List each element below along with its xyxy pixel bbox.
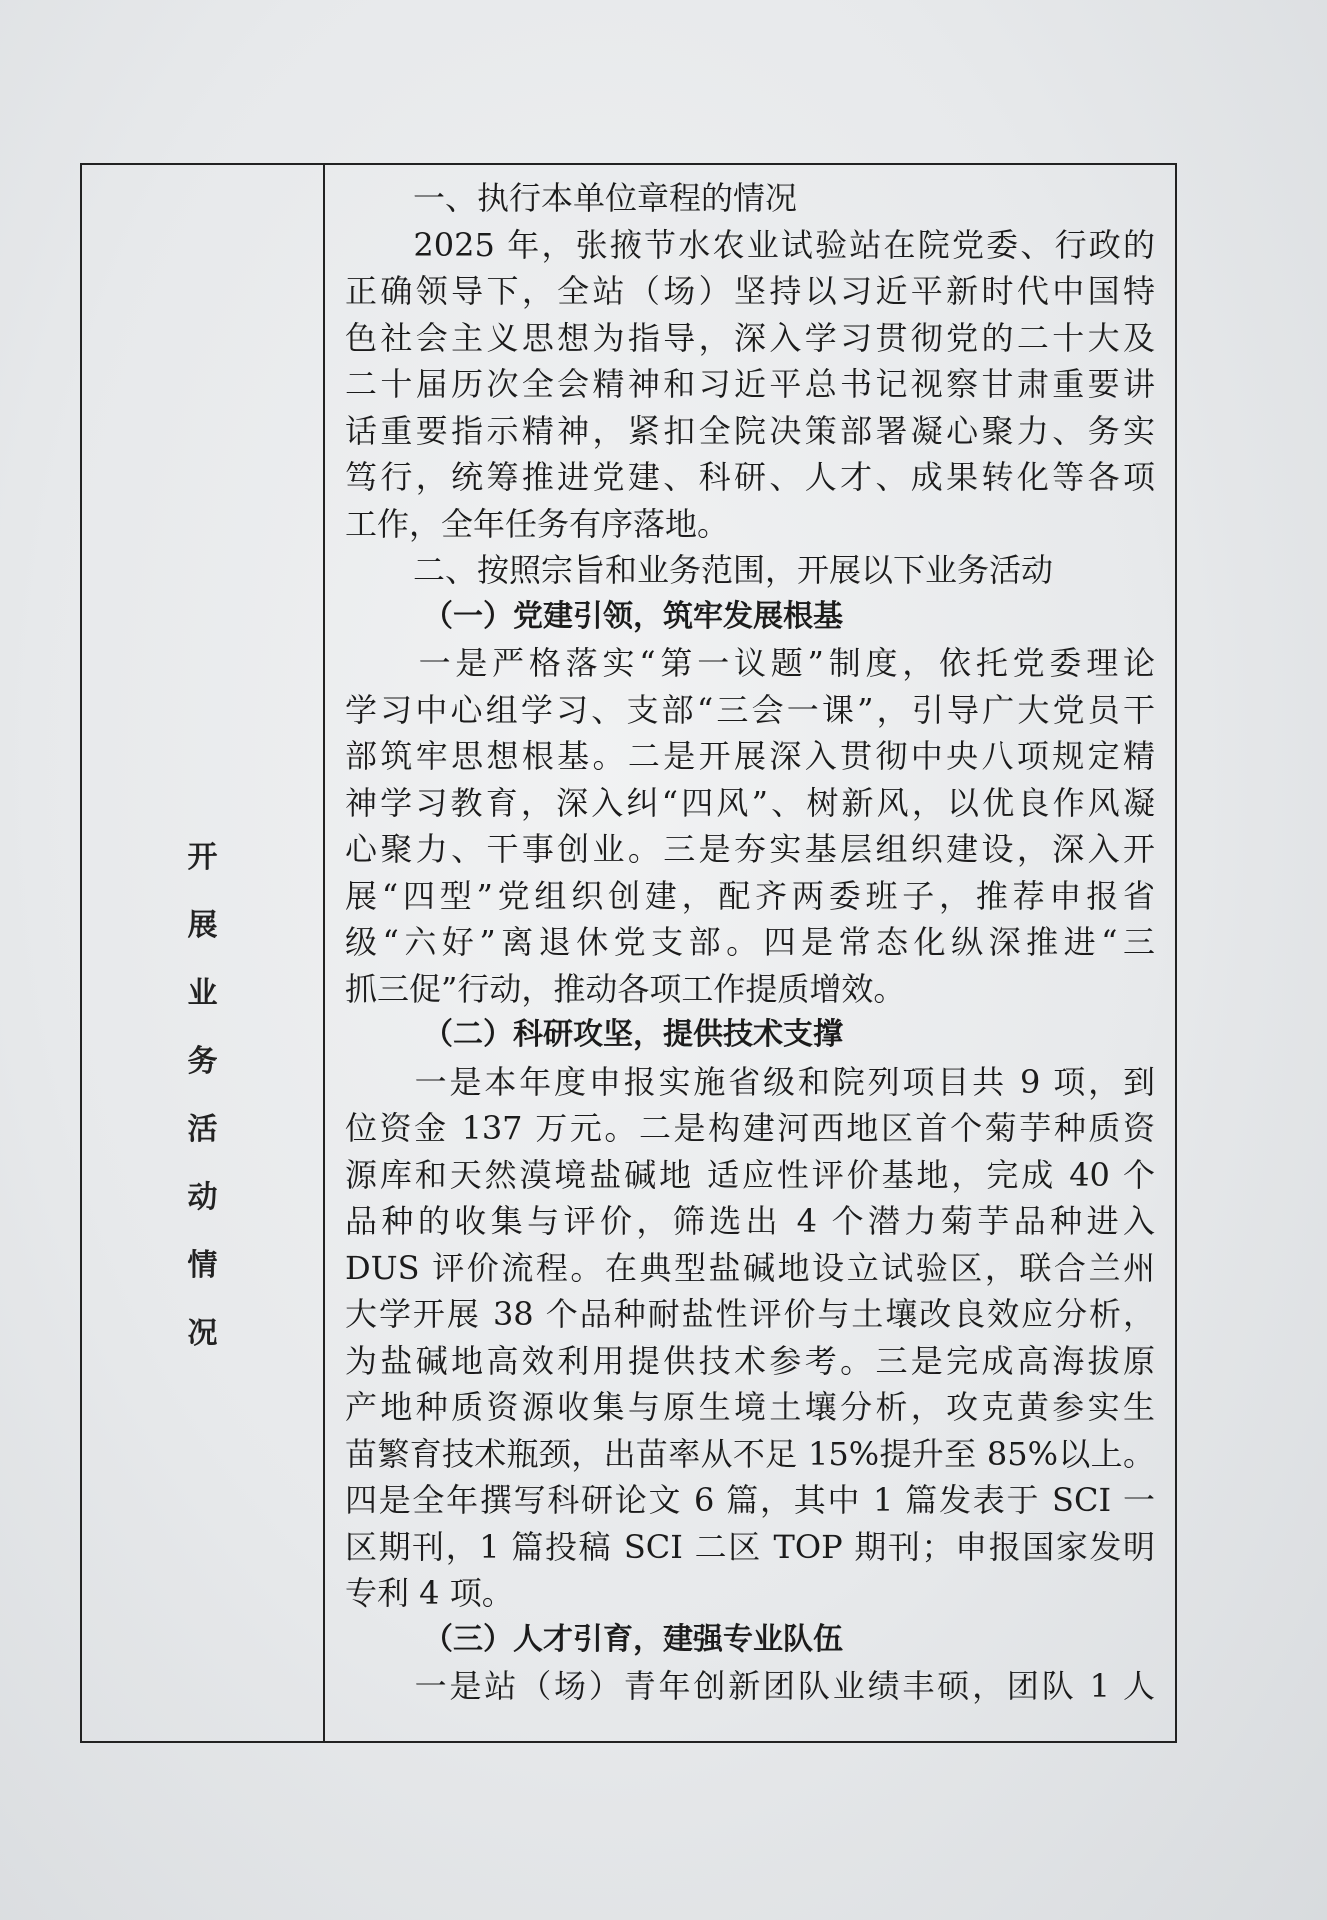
body-line: 正确领导下，全站（场）坚持以习近平新时代中国特 [345,272,1155,310]
report-table [80,163,1177,1743]
body-line: 大学开展 38 个品种耐盐性评价与土壤改良效应分析， [345,1295,1155,1333]
body-line: 产地种质资源收集与原生境土壤分析，攻克黄参实生 [345,1388,1155,1426]
body-line: 学习中心组学习、支部“三会一课”，引导广大党员干 [345,690,1155,729]
body-line: 品种的收集与评价，筛选出 4 个潜力菊芋品种进入 [345,1202,1155,1240]
body-line: DUS 评价流程。在典型盐碱地设立试验区，联合兰州 [345,1248,1155,1287]
body-line: 展“四型”党组织创建，配齐两委班子，推荐申报省 [345,876,1155,915]
subsection2-heading: （二）科研攻坚，提供技术支撑 [423,1017,843,1052]
body-line: 苗繁育技术瓶颈，出苗率从不足 15%提升至 85%以上。 [345,1434,1155,1473]
section2-heading: 二、按照宗旨和业务范围，开展以下业务活动 [413,551,1054,589]
row-label-vertical-text [82,840,323,1387]
row-label-char: 动 [187,1180,218,1215]
body-line: 话重要指示精神，紧扣全院决策部署凝心聚力、务实 [345,411,1155,450]
row-label-char: 况 [187,1316,218,1351]
row-label-char: 务 [187,1044,218,1079]
body-line: 级“六好”离退休党支部。四是常态化纵深推进“三 [345,923,1155,961]
body-line: 专利 4 项。 [345,1574,514,1612]
body-line: 心聚力、干事创业。三是夯实基层组织建设，深入开 [345,830,1155,868]
body-line: 部筑牢思想根基。二是开展深入贯彻中央八项规定精 [345,737,1155,775]
row-label-char: 活 [187,1112,218,1147]
body-line: 色社会主义思想为指导，深入学习贯彻党的二十大及 [345,318,1155,357]
row-label-cell [82,165,325,1741]
content-cell [325,165,1175,1741]
body-line: 四是全年撰写科研论文 6 篇，其中 1 篇发表于 SCI 一 [345,1481,1155,1519]
row-label-char: 展 [187,908,218,943]
body-line: 二十届历次全会精神和习近平总书记视察甘肃重要讲 [345,365,1155,403]
section1-heading: 一、执行本单位章程的情况 [413,179,798,217]
body-line: 2025 年，张掖节水农业试验站在院党委、行政的 [345,225,1155,264]
subsection3-heading: （三）人才引育，建强专业队伍 [423,1621,843,1657]
row-label-char: 业 [187,976,218,1011]
body-line: 一是本年度申报实施省级和院列项目共 9 项，到 [345,1062,1155,1101]
subsection1-heading: （一）党建引领，筑牢发展根基 [423,598,843,634]
body-line: 抓三促”行动，推动各项工作提质增效。 [345,969,906,1008]
body-line: 笃行，统筹推进党建、科研、人才、成果转化等各项 [345,458,1155,496]
row-label-char: 情 [187,1248,218,1283]
body-line: 一是严格落实“第一议题”制度，依托党委理论 [345,644,1155,682]
body-line: 一是站（场）青年创新团队业绩丰硕，团队 1 人 [345,1667,1155,1705]
body-line: 源库和天然漠境盐碱地 适应性评价基地，完成 40 个 [345,1155,1155,1194]
body-line: 区期刊，1 篇投稿 SCI 二区 TOP 期刊；申报国家发明 [345,1527,1155,1566]
body-line: 工作，全年任务有序落地。 [345,504,730,543]
body-line: 为盐碱地高效利用提供技术参考。三是完成高海拔原 [345,1341,1155,1380]
body-line: 位资金 137 万元。二是构建河西地区首个菊芋种质资 [345,1109,1155,1147]
row-label-char: 开 [187,840,218,875]
body-line: 神学习教育，深入纠“四风”、树新风，以优良作风凝 [345,783,1155,822]
